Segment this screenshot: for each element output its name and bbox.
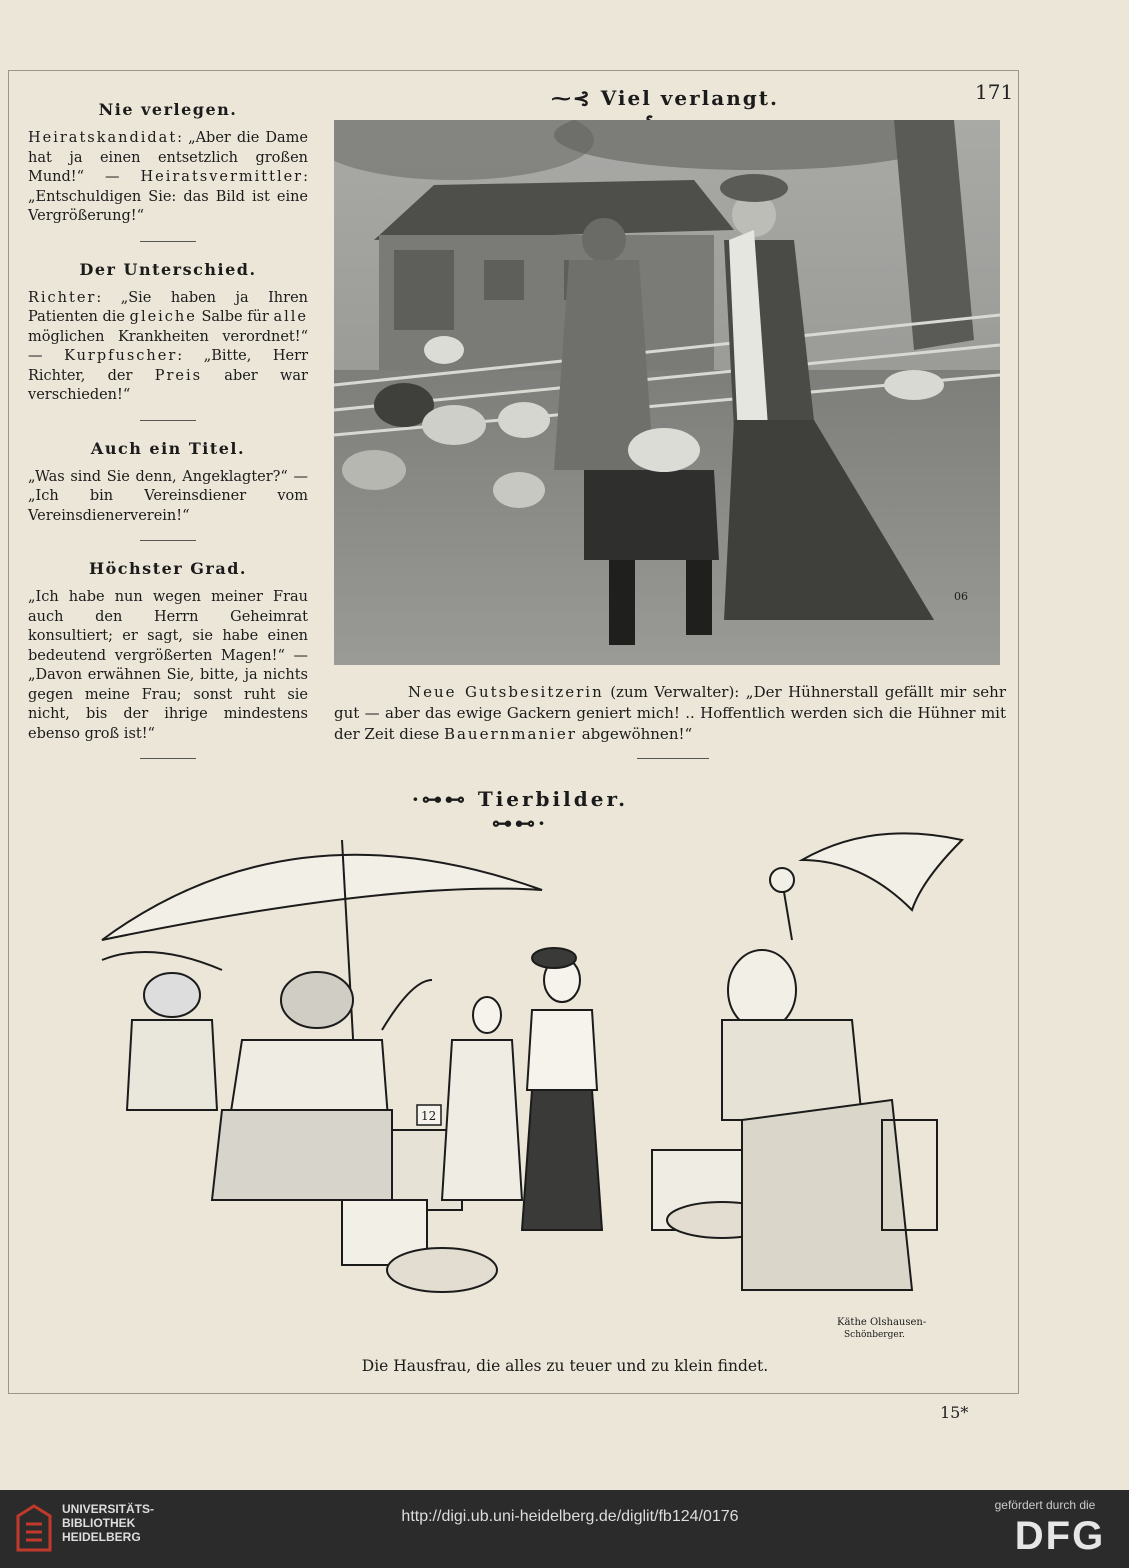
- article-title: Auch ein Titel.: [90, 438, 246, 458]
- text-run: aber war verschieden!“: [28, 367, 308, 403]
- article-nie-verlegen: [28, 100, 308, 242]
- artist-signature-line2: Schönberger.: [844, 1330, 905, 1340]
- signature-mark: 15*: [940, 1403, 969, 1422]
- market-drawing: [92, 820, 972, 1355]
- divider: [140, 420, 196, 421]
- article-auch-ein-titel: [28, 439, 308, 542]
- text-run: möglichen Krankheiten verordnet!“ —: [28, 328, 308, 364]
- funding-credit: gefördert durch die: [994, 1498, 1096, 1512]
- illustration-market-stall: [92, 820, 972, 1355]
- article-body: [28, 289, 308, 406]
- spaced-emphasis: Richter: [28, 289, 97, 306]
- page-number: 171: [975, 80, 1014, 104]
- digitization-footer: [0, 1490, 1129, 1568]
- text-run: „Ich habe nun wegen meiner Frau auch den Herrn Geheimrat konsultiert; er sagt, sie habe einen bedeutend vergrößerten Magen!“ — „Davon erwähnen Sie, bitte, ja nichts gegen meine Frau; sonst ruht sie nicht, bis der ihrige mindestens ebenso groß ist!“: [28, 589, 308, 742]
- ornament-left: ·⊶⊷: [411, 787, 478, 811]
- text-run: (zum Verwalter): „Der Hühnerstall gefällt mir sehr gut — aber das ewige Gackern geniert mich! .. Hoffentlich werden sich die Hühner mit der Zeit diese: [334, 683, 1006, 743]
- library-name-line: HEIDELBERG: [62, 1530, 141, 1544]
- article-body: [28, 468, 308, 527]
- spaced-emphasis: Neue Gutsbesitzerin: [408, 683, 604, 701]
- article-title: Der Unterschied.: [79, 259, 257, 279]
- text-run: „Was sind Sie denn, Angeklagter?“ — „Ich bin Vereinsdiener vom Vereinsdienerverein!“: [28, 468, 308, 524]
- divider: [140, 241, 196, 242]
- ornament-right: ⊶⊷·: [492, 811, 548, 835]
- library-name-line: UNIVERSITÄTS-: [62, 1502, 155, 1516]
- divider: [140, 540, 196, 541]
- tierbilder-caption: Die Hausfrau, die alles zu teuer und zu klein findet.: [361, 1357, 769, 1375]
- spaced-emphasis: Heiratskandidat: [28, 130, 178, 146]
- left-column: [28, 96, 308, 777]
- spaced-emphasis: Bauernmanier: [443, 725, 577, 743]
- spaced-emphasis: alle: [273, 309, 308, 325]
- text-run: : „Entschuldigen Sie: das Bild ist eine Vergrößerung!“: [28, 169, 308, 224]
- illustration-hen-house: [334, 120, 1000, 665]
- university-library-name: [62, 1502, 154, 1544]
- article-hoechster-grad: [28, 559, 308, 759]
- divider: [140, 758, 196, 759]
- library-name-line: BIBLIOTHEK: [62, 1516, 136, 1530]
- university-library-logo-icon: [14, 1502, 54, 1554]
- hen-house-drawing: [334, 120, 1000, 665]
- text-run: Salbe für: [196, 309, 274, 325]
- dfg-logo: DFG: [1014, 1514, 1106, 1558]
- spaced-emphasis: Preis: [154, 367, 203, 384]
- divider: [637, 758, 709, 759]
- article-title: Höchster Grad.: [89, 559, 247, 578]
- spaced-emphasis: Kurpfuscher: [64, 348, 178, 364]
- ornament-left: ⁓⊰: [551, 86, 601, 110]
- spaced-emphasis: Heiratsvermittler: [140, 169, 304, 185]
- price-tag: 12: [421, 1109, 437, 1123]
- article-body: [28, 588, 308, 744]
- title-text: Tierbilder.: [477, 787, 629, 811]
- article-body: [28, 129, 308, 227]
- artist-signature: 06: [954, 590, 968, 603]
- text-run: : „Sie haben ja Ihren Patienten die: [28, 289, 308, 325]
- permalink-url[interactable]: http://digi.ub.uni-heidelberg.de/diglit/fb124/0176: [401, 1508, 739, 1525]
- viel-verlangt-caption: [334, 682, 1006, 745]
- article-title: Nie verlegen.: [98, 100, 238, 119]
- article-der-unterschied: [28, 260, 308, 421]
- spaced-emphasis: gleiche: [129, 309, 197, 325]
- text-run: : „Bitte, Herr Richter, der: [28, 348, 308, 384]
- artist-signature-line1: Käthe Olshausen-: [837, 1317, 927, 1328]
- text-run: abgewöhnen!“: [576, 725, 693, 743]
- title-text: Viel verlangt.: [600, 86, 779, 110]
- text-run: : „Aber die Dame hat ja einen entsetzlich großen Mund!“ —: [28, 130, 308, 185]
